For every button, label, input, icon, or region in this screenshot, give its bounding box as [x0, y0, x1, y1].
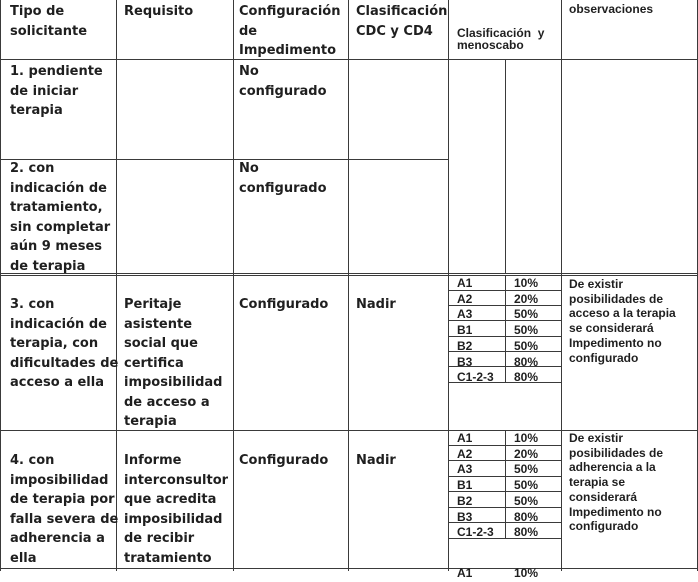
- row4-tipo: 4. con imposibilidad de terapia por falla severa de adherencia a ella: [10, 453, 119, 566]
- header-tipo: Tipo de solicitante: [10, 4, 88, 39]
- row4-requisito: Informe interconsultor que acredita imposibilidad de recibir tratamiento: [124, 453, 229, 566]
- row-border: [0, 568, 698, 569]
- row4-clasificacion-codes: A1 A2 A3 B1 B2 B3 C1-2-3: [457, 431, 494, 540]
- row3-tipo: 3. con indicación de terapia, con dificultades de acceso a ella: [10, 297, 119, 390]
- sub-column-divider: [505, 59, 506, 273]
- row2-configuracion: No configurado: [239, 161, 327, 196]
- row1-configuracion: No configurado: [239, 64, 327, 99]
- row3-cdc: Nadir: [356, 297, 396, 312]
- row4-clasificacion-pcts: 10% 20% 50% 50% 50% 80% 80%: [514, 431, 539, 540]
- row3-configuracion: Configurado: [239, 297, 329, 312]
- column-divider: [448, 0, 449, 571]
- row1-tipo: 1. pendiente de iniciar terapia: [10, 64, 103, 118]
- table-border-left: [0, 0, 1, 571]
- column-divider: [348, 0, 349, 571]
- column-divider: [561, 0, 562, 571]
- row3-requisito: Peritaje asistente social que certifica imposibilidad de acceso a terapia: [124, 297, 223, 429]
- row4-cdc: Nadir: [356, 453, 396, 468]
- row5-clasificacion-code: A1: [457, 566, 473, 580]
- row4-configuracion: Configurado: [239, 453, 329, 468]
- header-cdc-cd4: Clasificación CDC y CD4: [356, 4, 448, 39]
- row2-tipo: 2. con indicación de tratamiento, sin completar aún 9 meses de terapia: [10, 161, 111, 274]
- header-bottom-border: [0, 59, 698, 60]
- header-configuracion: Configuración de Impedimento: [239, 4, 341, 58]
- header-clasificacion-menoscabo: Clasificación y menoscabo: [457, 26, 545, 52]
- header-observaciones: observaciones: [569, 2, 654, 16]
- row3-clasificacion-pcts: 10% 20% 50% 50% 50% 80% 80%: [514, 276, 539, 385]
- row5-clasificacion-pct: 10%: [514, 566, 539, 580]
- column-divider: [233, 0, 234, 571]
- row4-observaciones: De existir posibilidades de adherencia a la terapia se considerará Impedimento no configurado: [569, 431, 664, 534]
- row3-clasificacion-codes: A1 A2 A3 B1 B2 B3 C1-2-3: [457, 276, 494, 385]
- header-requisito: Requisito: [124, 4, 194, 19]
- row3-observaciones: De existir posibilidades de acceso a la terapia se considerará Impedimento no configurado: [569, 277, 676, 365]
